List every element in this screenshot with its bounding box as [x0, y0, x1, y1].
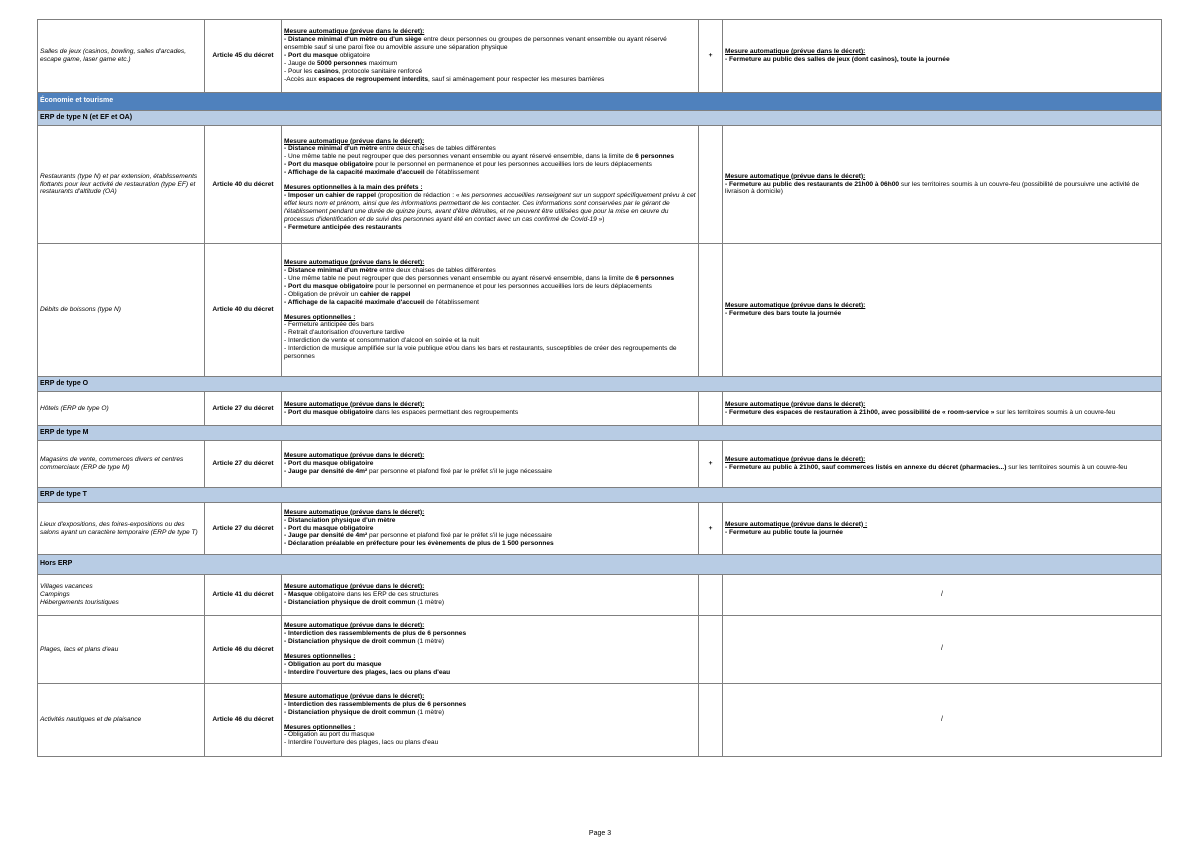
row-article: Article 40 du décret [205, 244, 282, 377]
empty-slash: / [723, 575, 1162, 616]
row-reinforced [723, 244, 1162, 377]
subsection-header [38, 488, 1162, 503]
subsection-header [38, 555, 1162, 575]
measure-text: maximum [366, 59, 398, 67]
measure-text: - Distanciation physique d'un mètre [284, 516, 396, 524]
measure-text: pour le personnel en permanence et pour les personnes accueillies lors de leurs déplacements [373, 161, 652, 169]
measure-text: - Imposer un cahier de rappel [284, 191, 376, 199]
measure-text: - Obligation de prévoir un [284, 290, 360, 298]
measure-text: - Masque [284, 591, 313, 599]
table-row [38, 616, 1162, 684]
plus-marker [699, 244, 723, 377]
measure-text: - Retrait d'autorisation d'ouverture tardive [284, 329, 405, 337]
row-name: Salles de jeux (casinos, bowling, salles d'arcades, escape game, laser game etc.) [38, 20, 205, 93]
measure-text: - Distance minimal d'un mètre ou d'un siège [284, 36, 422, 44]
row-name: Activités nautiques et de plaisance [38, 684, 205, 757]
measure-text: - Interdiction de vente et consommation d'alcool en soirée et la nuit [284, 337, 480, 345]
measures-heading: Mesure automatique (prévue dans le décret): [284, 692, 425, 700]
measures-heading: Mesure automatique (prévue dans le décret): [284, 508, 425, 516]
measure-text: entre deux personnes ou groupes de personnes venant ensemble ou ayant réservé ensemble sauf si une paroi fixe ou amovible assure une séparation physique [284, 36, 667, 52]
measure-text: (1 mètre) [415, 708, 445, 716]
measure-text: - Port du masque obligatoire [284, 408, 374, 416]
measure-text: obligatoire [337, 52, 371, 60]
row-name: Restaurants (type N) et par extension, établissements flottants pour leur activité de restauration (type EF) et restaurants d'altitude (OA) [38, 126, 205, 244]
measure-text: - Port du masque obligatoire [284, 282, 374, 290]
subsection-title: ERP de type O [38, 377, 1162, 392]
measure-text: ») [596, 215, 605, 223]
row-article: Article 27 du décret [205, 503, 282, 555]
measure-text: - Port du masque obligatoire [284, 460, 374, 468]
row-measures [282, 126, 699, 244]
table-row [38, 441, 1162, 488]
plus-marker [699, 126, 723, 244]
measure-text: - Interdiction des rassemblements de plus de 6 personnes [284, 630, 467, 638]
measure-text: - Interdiction des rassemblements de plus de 6 personnes [284, 700, 467, 708]
measure-text: de l'établissement [424, 298, 479, 306]
measures-heading: Mesure automatique (prévue dans le décret) : [725, 520, 868, 528]
row-measures [282, 684, 699, 757]
row-name: Plages, lacs et plans d'eau [38, 616, 205, 684]
row-article: Article 45 du décret [205, 20, 282, 93]
table-row [38, 244, 1162, 377]
empty-slash: / [723, 616, 1162, 684]
measure-text: - Obligation au port du masque [284, 731, 375, 739]
measure-text: les personnes accueillies renseignent sur un support spécifiquement prévu à cet effet leurs nom et prénom, ainsi que les informations permettant de les contacter. Ces informations sont conservées par le gérant de l'établissement pendant une durée de quinze jours, avant d'être détruites, et ne peuvent être utilisées que pour la mise en œuvre du processus d'identification et de suivi des personnes ayant été en contact avec un cas confirmé de Covid-19 [284, 191, 696, 223]
row-article: Article 27 du décret [205, 441, 282, 488]
row-reinforced [723, 441, 1162, 488]
measure-text: par personne et plafond fixé par le préfet s'il le juge nécessaire [367, 532, 553, 540]
measure-text: sur les territoires soumis à un couvre-feu [994, 408, 1116, 416]
plus-marker [699, 616, 723, 684]
measure-text: pour le personnel en permanence et pour les personnes accueillies lors de leurs déplacements [373, 282, 652, 290]
row-reinforced [723, 503, 1162, 555]
measure-text: - Fermeture des espaces de restauration à 21h00, avec possibilité de « room-service » [725, 408, 995, 416]
row-measures [282, 441, 699, 488]
measures-heading: Mesure automatique (prévue dans le décret): [284, 583, 425, 591]
measures-heading: Mesure automatique (prévue dans le décret): [284, 259, 425, 267]
row-measures [282, 616, 699, 684]
measure-text: (1 mètre) [415, 598, 445, 606]
measure-text: - Déclaration préalable en préfecture pour les évènements de plus de 1 500 personnes [284, 540, 554, 548]
measure-text: , protocole sanitaire renforcé [338, 67, 423, 75]
row-measures [282, 244, 699, 377]
measure-text: - Interdire l'ouverture des plages, lacs ou plans d'eau [284, 668, 451, 676]
measure-text: - Distanciation physique de droit commun [284, 598, 416, 606]
table-row [38, 392, 1162, 426]
measure-text: entre deux chaises de tables différentes [377, 145, 496, 153]
measure-text: - Une même table ne peut regrouper que des personnes venant ensemble ou ayant réservé ensemble, dans la limite de [284, 153, 636, 161]
measure-text: - Port du masque obligatoire [284, 161, 374, 169]
options-heading: Mesures optionnelles à la main des préfets : [284, 184, 423, 192]
options-heading: Mesures optionnelles : [284, 723, 356, 731]
row-name-line: Villages vacances [40, 583, 93, 591]
measure-text: sur les territoires soumis à un couvre-feu [1006, 464, 1128, 471]
measure-text: - Affichage de la capacité maximale d'accueil [284, 169, 425, 177]
measure-text: (proposition de rédaction : « [375, 191, 462, 199]
measure-text: 6 personnes [635, 153, 675, 161]
subsection-header [38, 377, 1162, 392]
measure-text: - Interdiction de musique amplifiée sur la voie publique et/ou dans les bars et restaurants, susceptibles de créer des regroupements de personnes [284, 345, 677, 361]
measure-text: - Fermeture au public toute la journée [725, 528, 843, 536]
measure-text: - Distanciation physique de droit commun [284, 638, 416, 646]
plus-marker: + [699, 20, 723, 93]
row-reinforced [723, 126, 1162, 244]
row-article: Article 27 du décret [205, 392, 282, 426]
measure-text: (1 mètre) [415, 638, 445, 646]
measure-text: cahier de rappel [359, 290, 411, 298]
row-reinforced [723, 20, 1162, 93]
plus-marker: + [699, 503, 723, 555]
measures-heading: Mesure automatique (prévue dans le décret): [284, 622, 425, 630]
measures-heading: Mesure automatique (prévue dans le décret): [725, 400, 866, 408]
table-row [38, 503, 1162, 555]
row-name-line: Campings [40, 591, 70, 599]
plus-marker [699, 684, 723, 757]
row-article: Article 40 du décret [205, 126, 282, 244]
table-row [38, 20, 1162, 93]
subsection-header [38, 111, 1162, 126]
measure-text: obligatoire dans les ERP de ces structures [312, 591, 439, 599]
measure-text: - Jauge de [284, 59, 317, 67]
measure-text: 5000 personnes [317, 59, 367, 67]
measure-text: - Distance minimal d'un mètre [284, 266, 378, 274]
measures-heading: Mesure automatique (prévue dans le décret): [284, 452, 425, 460]
row-name: Lieux d'expositions, des foires-expositions ou des salons ayant un caractère temporaire (ERP de type T) [38, 503, 205, 555]
measure-text: - Fermeture au public des restaurants de 21h00 à 06h00 [725, 180, 900, 188]
measure-text: - Port du masque obligatoire [284, 524, 374, 532]
options-heading: Mesures optionnelles : [284, 313, 356, 321]
measure-text: , sauf si aménagement pour respecter les mesures barrières [428, 75, 605, 83]
measure-text: - Interdire l'ouverture des plages, lacs ou plans d'eau [284, 739, 439, 747]
measure-text: - Port du masque [284, 52, 338, 60]
measure-text: - Fermeture au public à 21h00, sauf commerces listés en annexe du décret (pharmacies...) [725, 464, 1007, 471]
row-reinforced [723, 392, 1162, 426]
row-name: Hôtels (ERP de type O) [38, 392, 205, 426]
measures-table [37, 19, 1162, 757]
plus-marker [699, 575, 723, 616]
measure-text: - Obligation au port du masque [284, 660, 382, 668]
measures-heading: Mesure automatique (prévue dans le décret): [284, 400, 425, 408]
measure-text: entre deux chaises de tables différentes [377, 266, 496, 274]
measure-text: 6 personnes [635, 274, 675, 282]
row-measures [282, 392, 699, 426]
subsection-title: ERP de type T [38, 488, 1162, 503]
measure-text: - Une même table ne peut regrouper que des personnes venant ensemble ou ayant réservé ensemble, dans la limite de [284, 274, 636, 282]
measure-text: par personne et plafond fixé par le préfet s'il le juge nécessaire [367, 467, 553, 475]
row-name: Magasins de vente, commerces divers et centres commerciaux (ERP de type M) [38, 441, 205, 488]
subsection-title: ERP de type M [38, 426, 1162, 441]
measure-text: - Affichage de la capacité maximale d'accueil [284, 298, 425, 306]
row-name: Débits de boissons (type N) [38, 244, 205, 377]
measure-text: - Fermeture anticipée des restaurants [284, 223, 402, 231]
row-name-line: Hébergements touristiques [40, 598, 119, 606]
subsection-title: ERP de type N (et EF et OA) [38, 111, 1162, 126]
measures-heading: Mesure automatique (prévue dans le décret): [284, 28, 425, 36]
row-measures [282, 20, 699, 93]
measure-text: sur les territoires soumis à un couvre-feu (possibilité de poursuivre une activité de livraison à domicile) [725, 180, 1140, 196]
measures-heading: Mesure automatique (prévue dans le décret): [284, 137, 425, 145]
table-row [38, 575, 1162, 616]
row-article: Article 46 du décret [205, 616, 282, 684]
empty-slash: / [723, 684, 1162, 757]
row-measures [282, 503, 699, 555]
measure-text: dans les espaces permettant des regroupements [373, 408, 519, 416]
row-article: Article 46 du décret [205, 684, 282, 757]
options-heading: Mesures optionnelles : [284, 653, 356, 660]
plus-marker: + [699, 441, 723, 488]
section-header [38, 93, 1162, 111]
measure-text: - Jauge par densité de 4m² [284, 532, 368, 540]
measures-heading: Mesure automatique (prévue dans le décret): [725, 456, 866, 464]
table-row [38, 126, 1162, 244]
plus-marker [699, 392, 723, 426]
measures-heading: Mesure automatique (prévue dans le décret): [725, 172, 866, 180]
subsection-title: Hors ERP [38, 555, 1162, 575]
section-title: Économie et tourisme [38, 93, 1162, 111]
measures-heading: Mesure automatique (prévue dans le décret): [725, 302, 866, 310]
page-number: Page 3 [588, 830, 612, 837]
row-article: Article 41 du décret [205, 575, 282, 616]
measure-text: -Accès aux [284, 75, 319, 83]
measure-text: - Jauge par densité de 4m² [284, 467, 368, 475]
measure-text: espaces de regroupement interdits [318, 75, 429, 83]
measures-heading: Mesure automatique (prévue dans le décret): [725, 48, 866, 56]
measure-text: de l'établissement [424, 169, 479, 177]
subsection-header [38, 426, 1162, 441]
row-measures [282, 575, 699, 616]
measure-text: - Fermeture anticipée des bars [284, 321, 374, 329]
measure-text: - Pour les [284, 67, 315, 75]
measure-text: - Distanciation physique de droit commun [284, 708, 416, 716]
measure-text: - Fermeture au public des salles de jeux (dont casinos), toute la journée [725, 56, 950, 63]
measure-text: - Distance minimal d'un mètre [284, 145, 378, 153]
measure-text: - Fermeture des bars toute la journée [725, 310, 842, 317]
row-name [38, 575, 205, 616]
measure-text: casinos [314, 67, 339, 75]
table-row [38, 684, 1162, 757]
